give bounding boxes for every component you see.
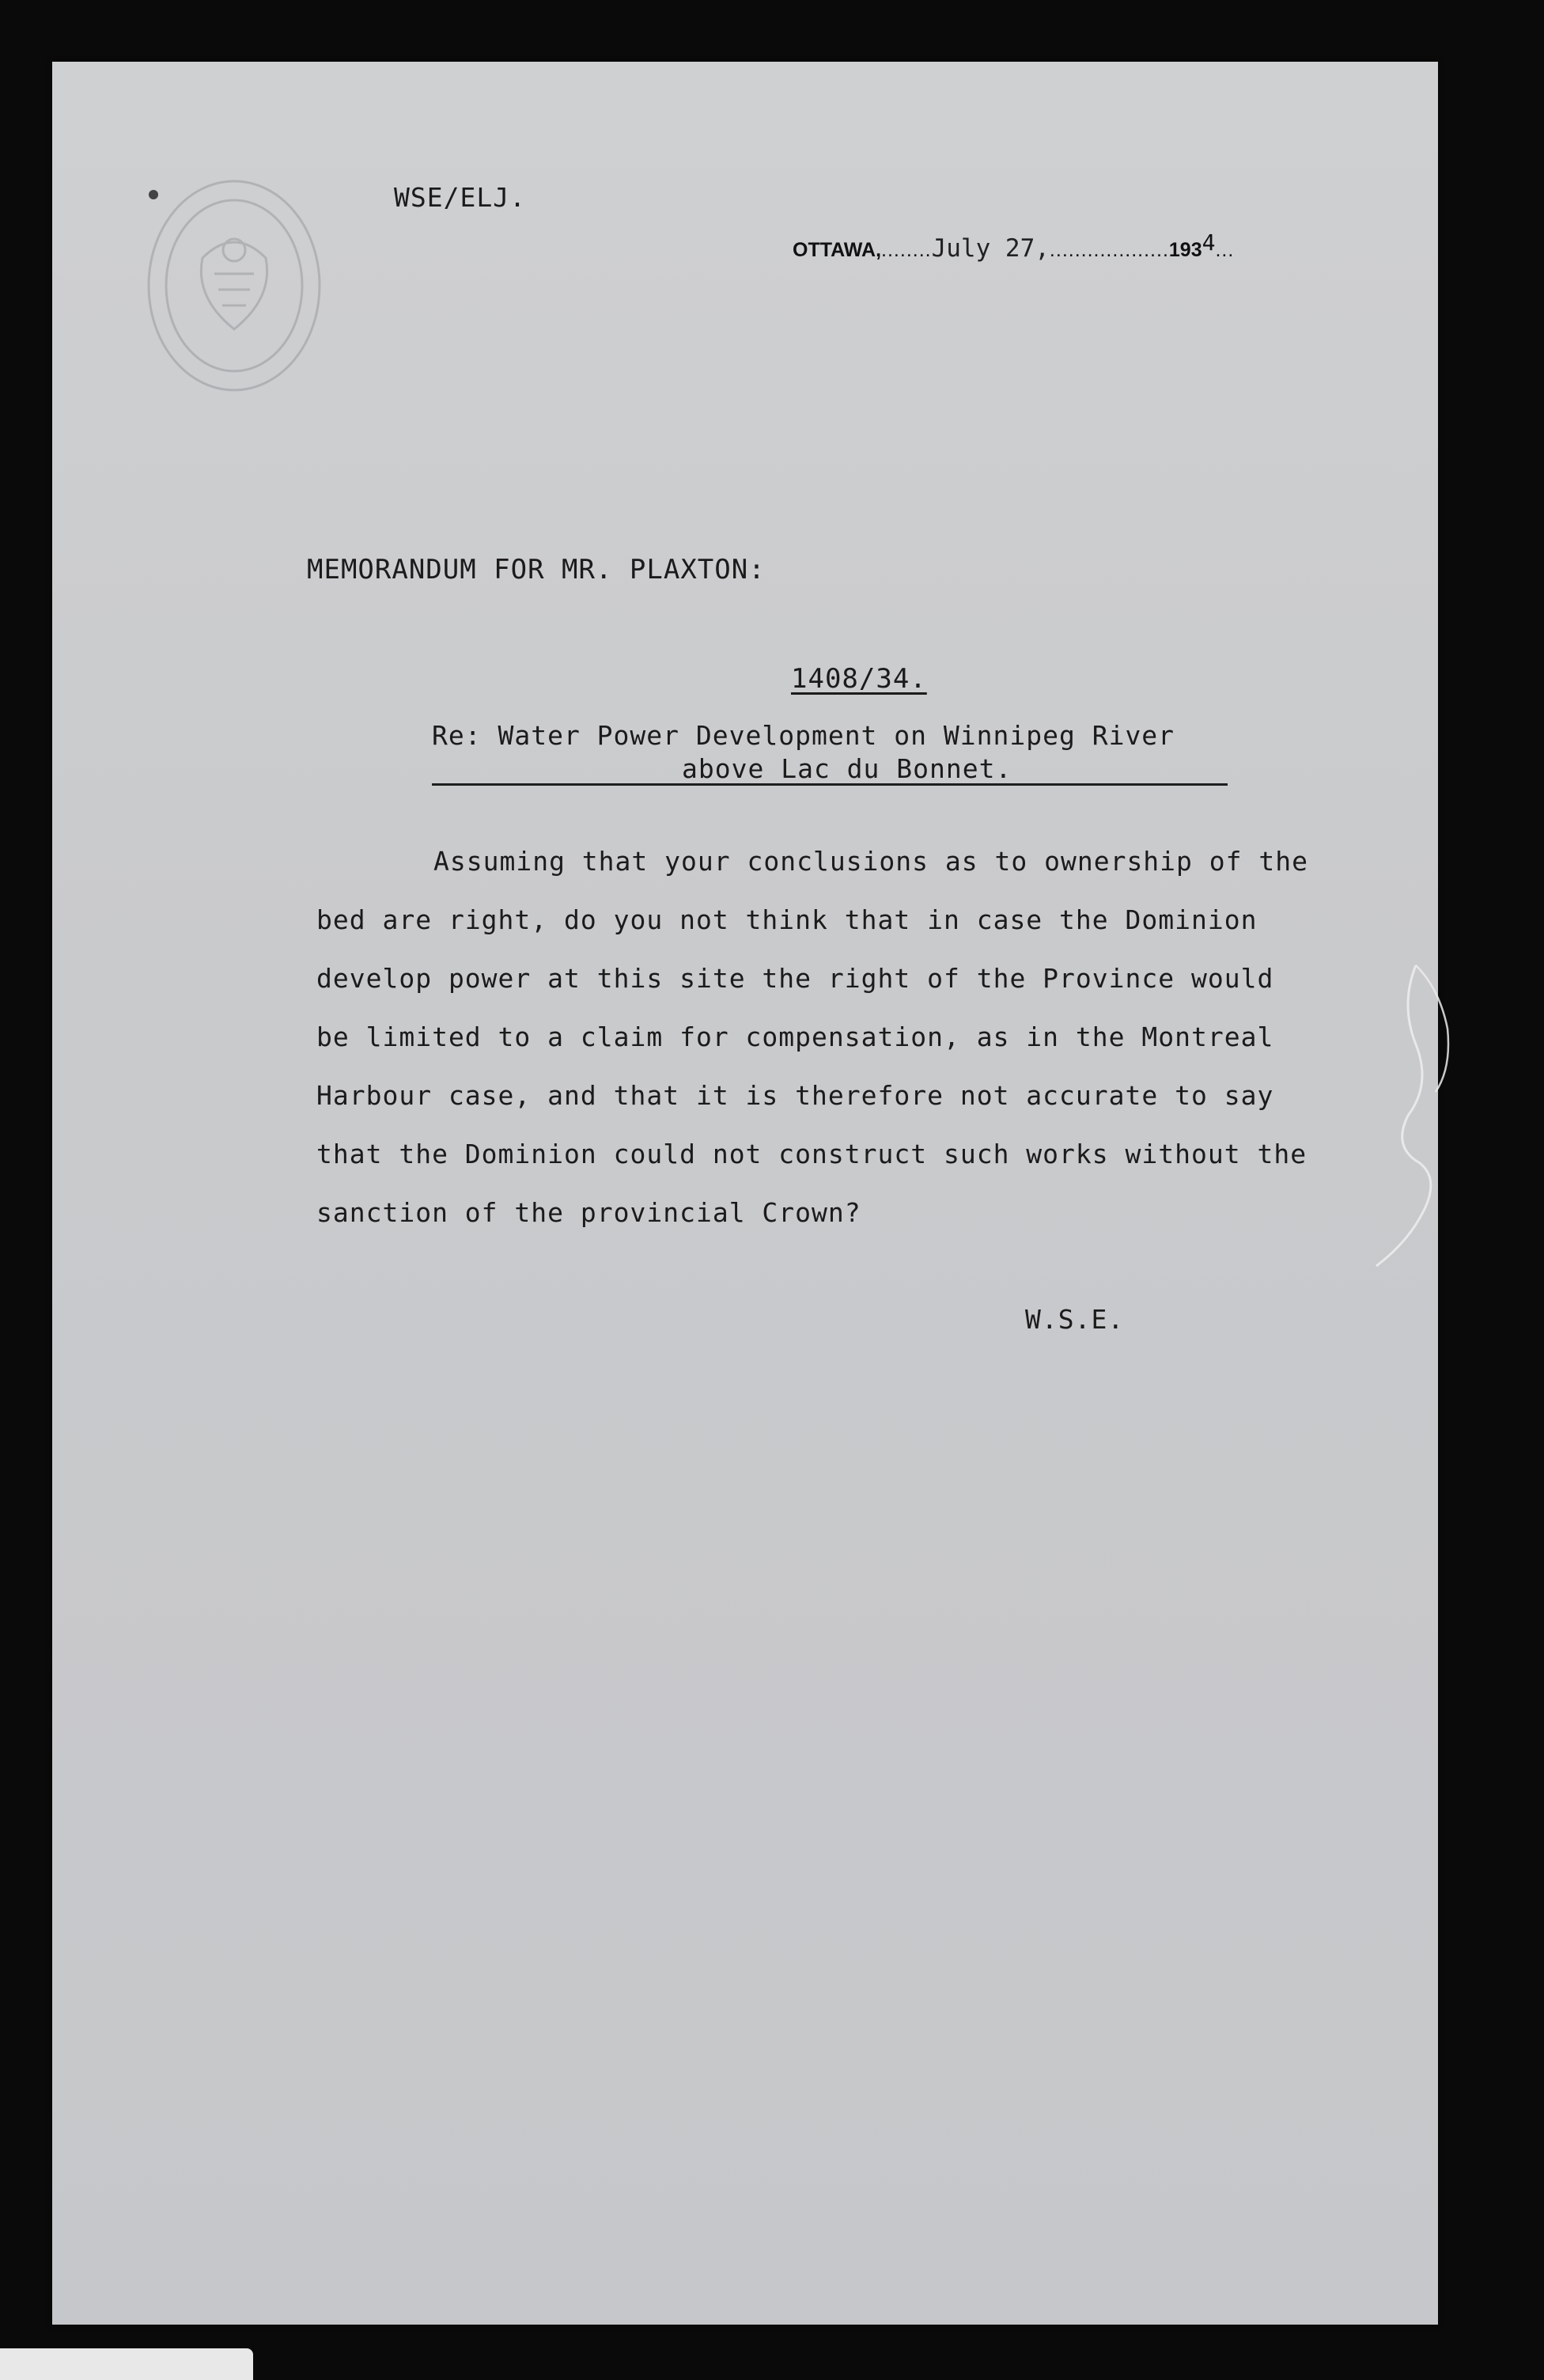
body-line: develop power at this site the right of the Province would (316, 963, 1274, 994)
department-seal-stamp (139, 171, 329, 400)
place-label: OTTAWA, (793, 239, 882, 261)
body-line: sanction of the provincial Crown? (316, 1197, 861, 1228)
year-prefix: 193 (1168, 239, 1202, 261)
body-line: that the Dominion could not construct such works without the (316, 1139, 1307, 1169)
handwritten-year: 4 (1202, 229, 1216, 256)
year-dots: ... (1215, 239, 1235, 261)
body-line: be limited to a claim for compensation, as in the Montreal (316, 1021, 1274, 1052)
subject-underline (432, 783, 1228, 786)
margin-pencil-mark (1360, 957, 1455, 1274)
signature-initials: W.S.E. (1025, 1304, 1125, 1335)
subject-line-2: above Lac du Bonnet. (682, 753, 1012, 784)
reference-initials: WSE/ELJ. (394, 182, 526, 213)
memo-body (316, 832, 1376, 1242)
date-dots-2: ................... (1049, 239, 1169, 261)
body-line: Harbour case, and that it is therefore not accurate to say (316, 1080, 1274, 1111)
dateline (793, 229, 1234, 263)
subject-line-1: Re: Water Power Development on Winnipeg River (432, 720, 1175, 751)
handwritten-date: July 27, (931, 234, 1050, 263)
body-line: Assuming that your conclusions as to ownership of the (433, 846, 1308, 877)
file-number: 1408/34. (791, 663, 927, 695)
date-dots: ........ (881, 239, 932, 261)
body-line: bed are right, do you not think that in case the Dominion (316, 904, 1258, 935)
film-edge-label (0, 2348, 253, 2380)
memo-title: MEMORANDUM FOR MR. PLAXTON: (307, 554, 766, 586)
